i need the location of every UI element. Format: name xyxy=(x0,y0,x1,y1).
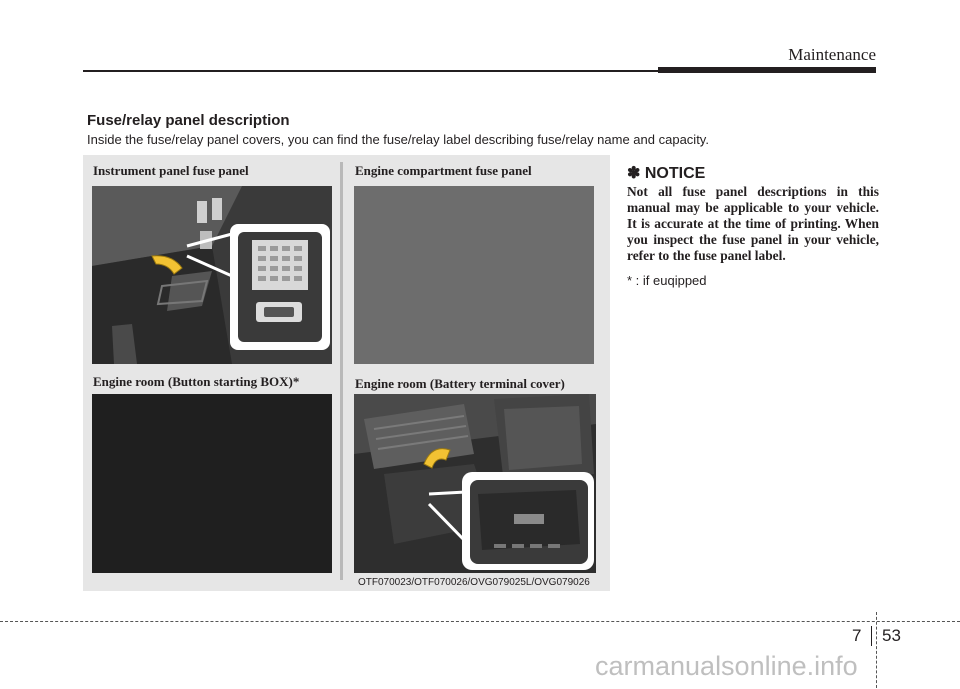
engine-room-button-photo xyxy=(92,394,332,573)
header-rule xyxy=(83,70,683,72)
instrument-panel-photo xyxy=(92,186,332,364)
caption-instrument-panel: Instrument panel fuse panel xyxy=(93,163,249,178)
watermark: carmanualsonline.info xyxy=(595,651,858,681)
notice-label: NOTICE xyxy=(644,165,706,182)
header-rule-accent xyxy=(658,67,876,73)
footer-dashed-rule xyxy=(0,621,960,622)
caption-engine-compartment: Engine compartment fuse panel xyxy=(355,163,532,178)
caption-engine-room-battery: Engine room (Battery terminal cover) xyxy=(355,376,565,391)
figure-code: OTF070023/OTF070026/OVG079025L/OVG079026 xyxy=(358,577,590,588)
notice-footnote: * : if euqipped xyxy=(627,273,707,288)
caption-engine-room-button: Engine room (Button starting BOX)* xyxy=(93,374,300,389)
figure-divider xyxy=(340,162,343,580)
notice-symbol: ✽ xyxy=(627,165,641,182)
section-description: Inside the fuse/relay panel covers, you can find the fuse/relay label describing fuse/relay name and capacity. xyxy=(87,132,709,147)
page-chapter: 7 xyxy=(852,626,862,645)
page-number: 53 xyxy=(882,626,901,645)
chapter-separator xyxy=(871,626,872,646)
engine-room-battery-photo xyxy=(354,394,596,573)
footer-vertical-dash xyxy=(876,612,877,688)
engine-compartment-photo xyxy=(354,186,594,364)
notice-title xyxy=(627,163,705,183)
section-title: Fuse/relay panel description xyxy=(87,112,290,129)
header-title: Maintenance xyxy=(788,45,876,64)
notice-body: Not all fuse panel descriptions in this manual may be applicable to your vehicle. It is accurate at the time of printing. When you inspect the fuse panel in your vehicle, refer to the fuse panel label. xyxy=(627,184,879,263)
